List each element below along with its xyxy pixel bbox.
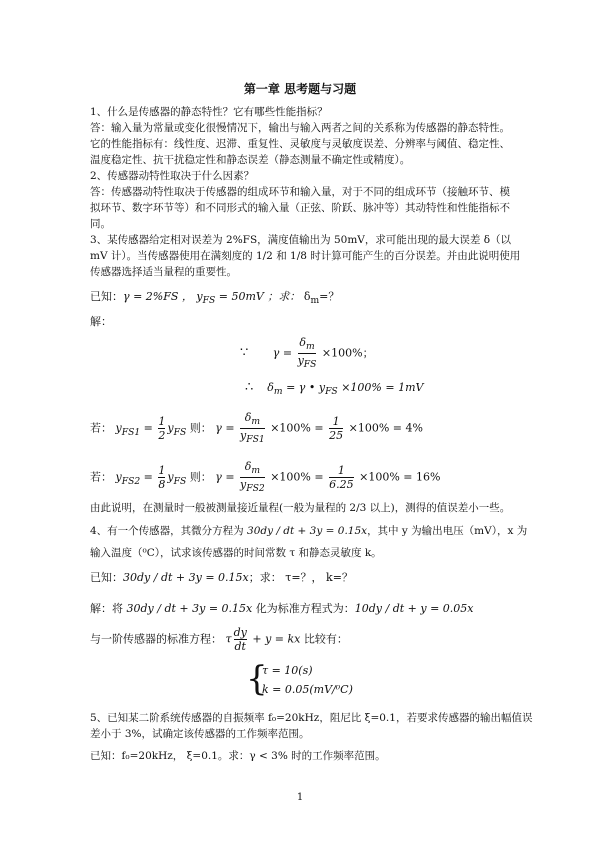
case-2-mid: ×100% = [270, 470, 324, 484]
eq1-rhs: ×100%； [321, 346, 374, 360]
eq2-middle: = γ • y [282, 381, 326, 394]
equation-delta [245, 380, 423, 397]
eq2-end: ×100% = 1mV [337, 381, 424, 394]
eq2-middle-sub: FS [325, 386, 338, 398]
solution-label: 解： [90, 315, 112, 328]
given-find-end: =？ [319, 290, 340, 303]
answer-1-line-2: 它的性能指标有：线性度、迟滞、重复性、灵敏度与灵敏度误差、分辨率与阈值、稳定性、 [90, 138, 510, 150]
q4-text-a: 4、有一个传感器，其微分方程为 [90, 525, 248, 537]
q4-compare-prefix: 与一阶传感器的标准方程： [90, 632, 222, 646]
q5-given: 已知：f₀=20kHz， ξ=0.1。求：γ < 3% 时的工作频率范围。 [90, 750, 386, 762]
case-1-then: 则： [189, 421, 212, 435]
q4-solution-equation: 30dy / dt + 3y = 0.15x [126, 602, 253, 615]
eq1-numerator: δ [299, 336, 306, 349]
question-3-line-1: 3、某传感器给定相对误差为 2%FS，满度值输出为 50mV，求可能出现的最大误差 δ（以 [90, 234, 512, 246]
case-2-equation [90, 460, 440, 495]
eq2-delta: δ [267, 381, 274, 394]
case-2-ratio-num: 1 [158, 464, 166, 478]
case-1-result-fraction [329, 415, 343, 442]
case-1-ratio-den: 2 [158, 429, 166, 443]
left-brace: { [246, 659, 268, 699]
case-2-ratio [158, 464, 165, 491]
case-2-eq: = [140, 470, 153, 484]
q4-solution-prefix: 解：将 [90, 602, 127, 615]
case-1-num: δ [244, 411, 252, 424]
case-1-y-sub: FS [173, 426, 187, 438]
case-2-y-sub: FS [173, 475, 187, 487]
q4-text-b: ，其中 y 为输出电压（mV），x 为 [367, 525, 528, 537]
q4-standard-equation: 10dy / dt + y = 0.05x [354, 602, 474, 615]
q4-solution-mid: 化为标准方程式为： [252, 602, 355, 615]
case-1-ratio [158, 415, 165, 442]
q4-result-tau: τ = 10(s) [262, 664, 313, 677]
case-2-fraction [240, 460, 265, 495]
q4-given [90, 569, 353, 585]
eq1-denominator: y [297, 354, 304, 368]
answer-2-line-2: 拟环节、数字环节等）和不同形式的输入量（正弦、阶跃、脉冲等）其动特性和性能指标不 [90, 202, 510, 214]
q4-given-equation: 30dy / dt + 3y = 0.15x [123, 571, 249, 584]
question-5-line-1: 5、已知某二阶系统传感器的自振频率 f₀=20kHz，阻尼比 ξ=0.1，若要求传感器的输出幅值误 [90, 712, 533, 724]
given-expression: γ = 2%FS ， y [123, 290, 203, 303]
case-2-gamma: γ = [215, 470, 235, 484]
case-2-num: δ [244, 460, 252, 473]
q4-compare-suffix: 比较有： [300, 632, 348, 646]
case-2-den-sub: FS2 [246, 483, 265, 495]
q4-given-label: 已知： [90, 571, 123, 584]
q4-compare-num: dy [233, 626, 247, 639]
case-1-result: ×100% = 4% [348, 421, 423, 435]
case-1-eq: = [140, 421, 153, 435]
because-symbol: ∵ [240, 345, 249, 361]
question-3-line-3: 传感器选择适当量程的重要性。 [90, 266, 237, 278]
case-1-ratio-num: 1 [158, 415, 166, 429]
eq1-fraction [298, 336, 317, 371]
eq1-numerator-sub: m [305, 341, 315, 353]
case-2-y: y [167, 470, 174, 484]
answer-1-line-1: 答：输入量为常量或变化很慢情况下，输出与输入两者之间的关系称为传感器的静态特性。 [90, 122, 510, 134]
eq1-lhs: γ = [272, 346, 293, 360]
given-expression-2: = 50mV ；求： [215, 290, 301, 303]
case-2-result-fraction [329, 464, 354, 491]
case-1-gamma: γ = [215, 421, 235, 435]
question-1: 1、什么是传感器的静态特性？它有哪些性能指标？ [90, 106, 328, 118]
q4-result-k: k = 0.05(mV/⁰C) [262, 683, 353, 696]
case-1-den: y [240, 429, 247, 443]
case-1-var-sub: FS1 [121, 426, 141, 438]
question-4-line-1 [90, 523, 527, 538]
case-1-equation [90, 411, 423, 446]
q4-compare-rest: + y = kx [248, 632, 301, 646]
case-1-mid: ×100% = [270, 421, 324, 435]
case-1-var: y [115, 421, 122, 435]
question-3-line-2: mV 计）。当传感器使用在满刻度的 1/2 和 1/8 时计算可能产生的百分误差。并由此说明使用 [90, 250, 521, 262]
page-number: 1 [296, 792, 304, 803]
case-1-fraction [240, 411, 265, 446]
case-1-result-den: 25 [329, 429, 344, 443]
case-2-label: 若： [90, 470, 112, 484]
chapter-title: 第一章 思考题与习题 [243, 82, 357, 96]
question-5-line-2: 差小于 3%，试确定该传感器的工作频率范围。 [90, 728, 310, 740]
therefore-symbol: ∴ [245, 380, 254, 395]
case-2-var: y [115, 470, 122, 484]
given-subscript: FS [202, 295, 216, 307]
q4-solution [90, 600, 474, 616]
given-find: δ [303, 290, 311, 303]
q3-given [90, 288, 339, 306]
case-1-label: 若： [90, 421, 112, 435]
q3-conclusion: 由此说明，在测量时一般被测量接近量程(一般为量程的 2/3 以上)，测得的值误差小一些。 [90, 502, 511, 514]
case-1-den-sub: FS1 [246, 434, 265, 446]
q4-compare-den: dt [234, 640, 246, 653]
question-4-line-2: 输入温度（⁰C），试求该传感器的时间常数 τ 和静态灵敏度 k。 [90, 547, 382, 559]
case-2-ratio-den: 8 [158, 478, 166, 492]
case-2-result-den: 6.25 [329, 478, 354, 492]
answer-2-line-3: 同。 [90, 218, 111, 230]
q4-equation: 30dy / dt + 3y = 0.15x [247, 525, 368, 537]
case-2-result-num: 1 [337, 464, 345, 478]
case-2-result: ×100% = 16% [359, 470, 441, 484]
case-2-then: 则： [189, 470, 212, 484]
eq1-denominator-sub: FS [303, 359, 317, 371]
case-2-num-sub: m [251, 465, 261, 477]
case-2-var-sub: FS2 [121, 475, 141, 487]
q4-given-find: ；求： τ=？， k=？ [248, 571, 353, 584]
case-1-result-num: 1 [332, 415, 340, 429]
equation-gamma [240, 336, 374, 371]
answer-2-line-1: 答：传感器动特性取决于传感器的组成环节和输入量，对于不同的组成环节（接触环节、模 [90, 186, 510, 198]
given-label: 已知： [90, 290, 123, 303]
case-1-y: y [167, 421, 174, 435]
case-1-num-sub: m [251, 416, 261, 428]
q4-compare [90, 626, 348, 653]
question-2: 2、传感器动特性取决于什么因素？ [90, 170, 255, 182]
q4-compare-tau: τ [225, 632, 232, 646]
q4-compare-fraction [234, 626, 247, 653]
given-find-subscript: m [310, 295, 320, 307]
case-2-den: y [240, 478, 247, 492]
answer-1-line-3: 温度稳定性、抗干扰稳定性和静态误差（静态测量不确定性或精度）。 [90, 154, 411, 166]
eq2-delta-sub: m [273, 386, 283, 398]
